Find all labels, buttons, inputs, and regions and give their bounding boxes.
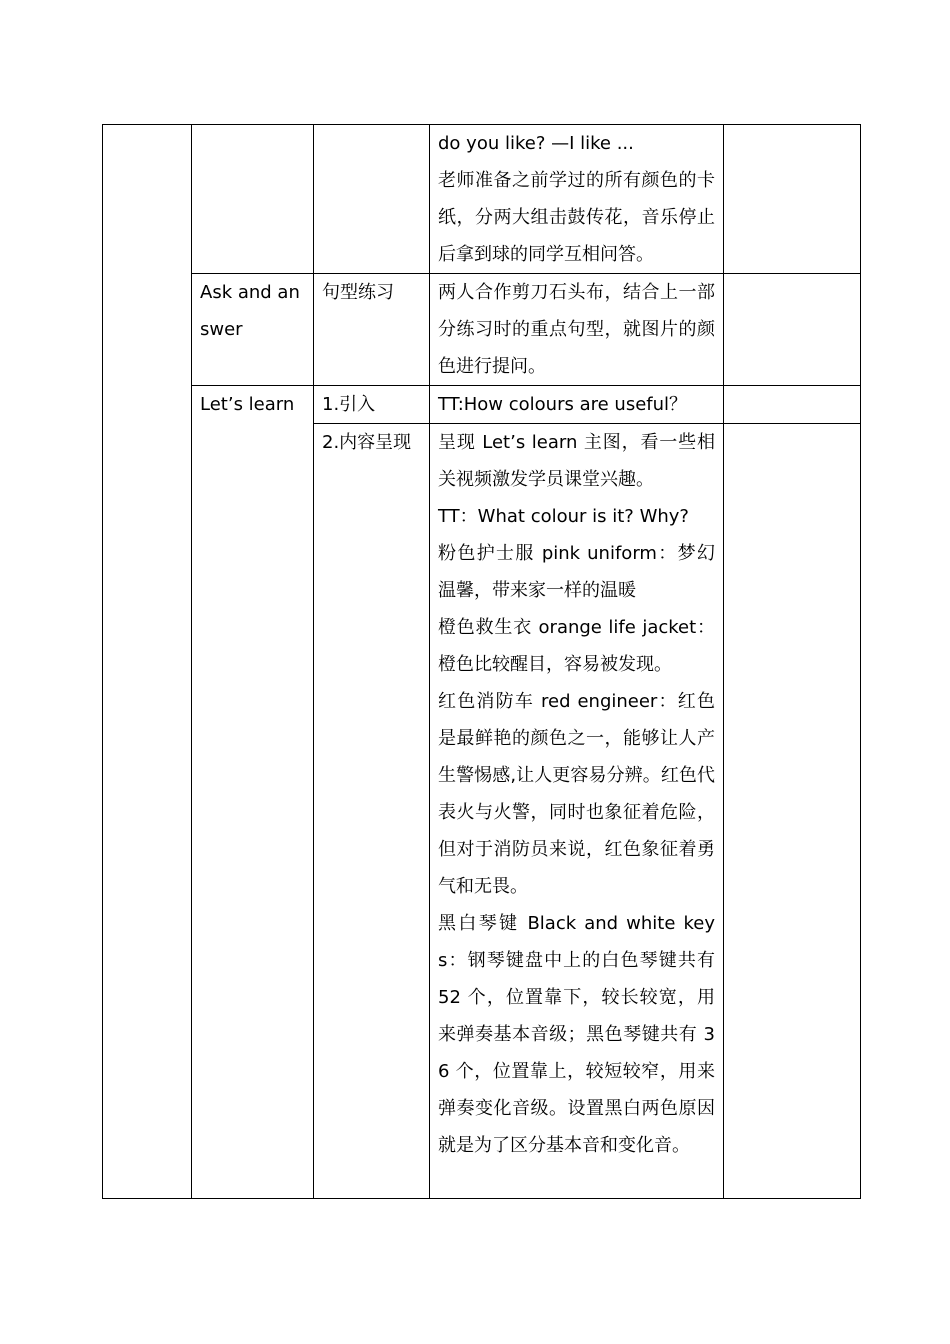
stage-cell bbox=[103, 125, 192, 1199]
content-paragraph: 橙色救生衣 orange life jacket：橙色比较醒目，容易被发现。 bbox=[438, 617, 715, 675]
notes-cell bbox=[724, 386, 861, 424]
content-paragraph: 黑白琴键 Black and white keys：钢琴键盘中上的白色琴键共有 52 个，位置靠下，较长较宽，用来弹奏基本音级；黑色琴键共有 36 个，位置靠上，较短较窄，用来弹奏变化音级。设置黑白两色原因就是为了区分基本音和变化音。 bbox=[438, 913, 715, 1156]
content-paragraph: 两人合作剪刀石头布，结合上一部分练习时的重点句型，就图片的颜色进行提问。 bbox=[438, 282, 715, 377]
content-paragraph: 呈现 Let’s learn 主图，看一些相关视频激发学员课堂兴趣。 bbox=[438, 432, 715, 490]
notes-cell bbox=[724, 125, 861, 274]
notes-cell bbox=[724, 274, 861, 386]
content-cell bbox=[430, 125, 724, 274]
content-paragraph: TT:How colours are useful？ bbox=[438, 394, 688, 415]
content-paragraph: do you like? —I like ... bbox=[438, 133, 634, 154]
content-cell bbox=[430, 386, 724, 424]
activity-cell bbox=[192, 125, 314, 274]
lesson-plan-table bbox=[102, 124, 861, 1199]
content-paragraph: 红色消防车 red engineer：红色是最鲜艳的颜色之一，能够让人产生警惕感,让人更容易分辨。红色代表火与火警，同时也象征着危险，但对于消防员来说，红色象征着勇气和无畏。 bbox=[438, 691, 715, 897]
step-cell: 句型练习 bbox=[314, 274, 430, 386]
content-paragraph: 老师准备之前学过的所有颜色的卡纸，分两大组击鼓传花，音乐停止后拿到球的同学互相问答。 bbox=[438, 170, 715, 265]
step-cell: 2.内容呈现 bbox=[314, 424, 430, 1199]
step-cell bbox=[314, 125, 430, 274]
table-row bbox=[103, 386, 861, 424]
table-row bbox=[103, 125, 861, 274]
activity-cell: Let’s learn bbox=[192, 386, 314, 1199]
notes-cell bbox=[724, 424, 861, 1199]
content-cell bbox=[430, 424, 724, 1199]
table-row bbox=[103, 274, 861, 386]
content-paragraph: TT：What colour is it? Why? bbox=[438, 506, 689, 527]
content-paragraph: 粉色护士服 pink uniform：梦幻温馨，带来家一样的温暖 bbox=[438, 543, 715, 601]
step-cell: 1.引入 bbox=[314, 386, 430, 424]
content-cell bbox=[430, 274, 724, 386]
activity-cell: Ask and answer bbox=[192, 274, 314, 386]
